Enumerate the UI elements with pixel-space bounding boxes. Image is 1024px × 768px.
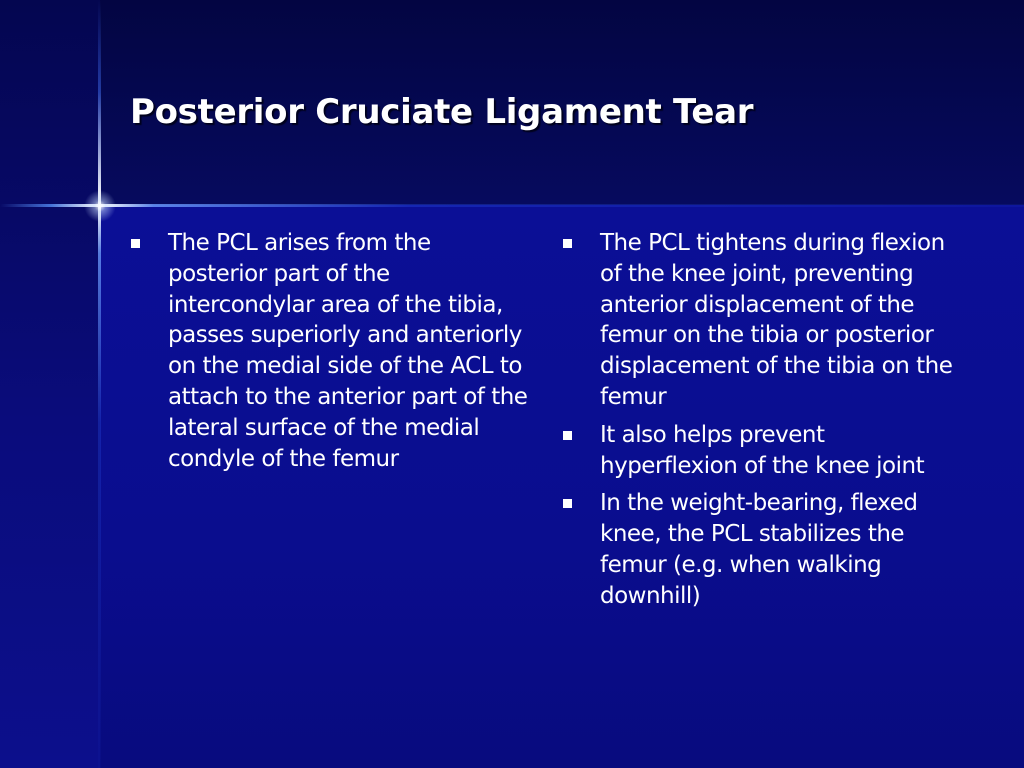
- bullet-item: [562, 488, 962, 611]
- bullet-item: [130, 228, 530, 474]
- sparkle-icon: [84, 190, 116, 222]
- slide-title: Posterior Cruciate Ligament Tear: [130, 92, 754, 132]
- bullet-text: The PCL tightens during flexion of the knee joint, preventing anterior displacement of the femur on the tibia or posterior displacement of the tibia on the femur: [600, 230, 953, 410]
- square-bullet-icon: [131, 239, 140, 248]
- horizontal-accent-line: [0, 204, 1024, 207]
- bullet-item: [562, 420, 962, 482]
- square-bullet-icon: [563, 499, 572, 508]
- bullet-text: The PCL arises from the posterior part of the intercondylar area of the tibia, passes superiorly and anteriorly on the medial side of the ACL to attach to the anterior part of the lateral surface of the medial condyle of the femur: [168, 230, 528, 472]
- vertical-accent-line: [98, 0, 101, 768]
- square-bullet-icon: [563, 431, 572, 440]
- left-bullet-list: [130, 228, 530, 481]
- bullet-text: In the weight-bearing, flexed knee, the PCL stabilizes the femur (e.g. when walking downhill): [600, 490, 918, 609]
- bullet-item: [562, 228, 962, 413]
- square-bullet-icon: [563, 239, 572, 248]
- right-bullet-list: [562, 228, 962, 619]
- background-left-panel: [0, 0, 100, 768]
- bullet-text: It also helps prevent hyperflexion of the knee joint: [600, 421, 925, 479]
